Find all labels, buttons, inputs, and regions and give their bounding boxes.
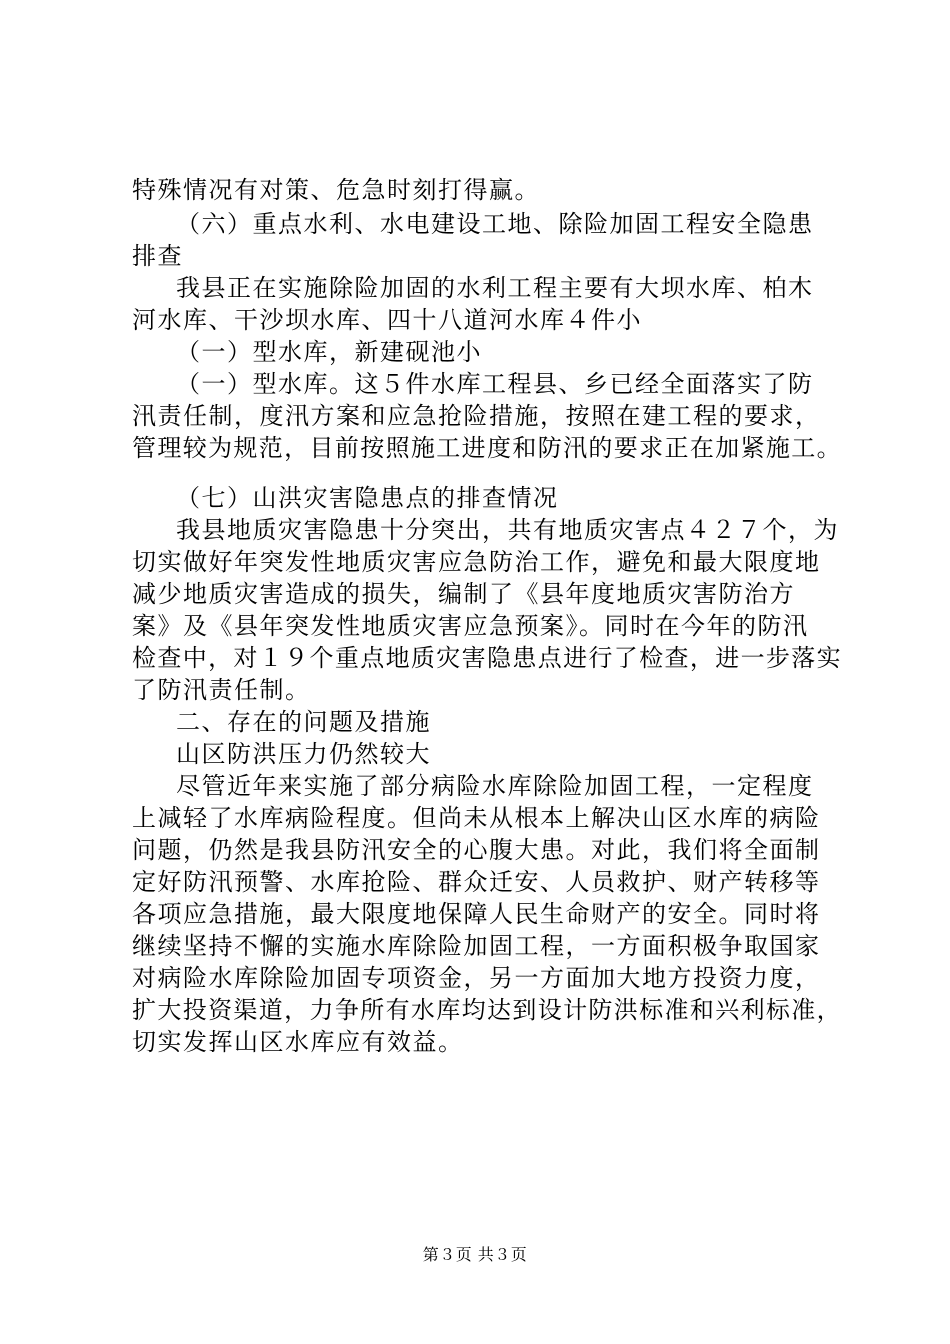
text-line: 管理较为规范，目前按照施工进度和防汛的要求正在加紧施工。 xyxy=(132,434,842,462)
text-line: 特殊情况有对策、危急时刻打得赢。 xyxy=(132,176,540,204)
text-line: 切实发挥山区水库应有效益。 xyxy=(132,1028,464,1056)
text-line: 尽管近年来实施了部分病险水库除险加固工程，一定程度 xyxy=(176,772,814,800)
text-line: 扩大投资渠道，力争所有水库均达到设计防洪标准和兴利标准， xyxy=(132,996,842,1024)
section-heading: （七）山洪灾害隐患点的排查情况 xyxy=(176,484,559,512)
text-line: 我县正在实施除险加固的水利工程主要有大坝水库、柏木 xyxy=(176,274,814,302)
text-line: 了防汛责任制。 xyxy=(132,676,311,704)
text-line: 继续坚持不懈的实施水库除险加固工程，一方面积极争取国家 xyxy=(132,932,821,960)
text-line: 排查 xyxy=(132,242,183,270)
text-line: 检查中，对１９个重点地质灾害隐患点进行了检查，进一步落实 xyxy=(132,644,842,672)
text-line: 案》及《县年突发性地质灾害应急预案》。同时在今年的防汛 xyxy=(132,612,809,640)
text-line: 各项应急措施，最大限度地保障人民生命财产的安全。同时将 xyxy=(132,900,821,928)
text-line: 河水库、干沙坝水库、四十八道河水库４件小 xyxy=(132,306,642,334)
text-line: 问题，仍然是我县防汛安全的心腹大患。对此，我们将全面制 xyxy=(132,836,821,864)
text-line: 对病险水库除险加固专项资金，另一方面加大地方投资力度， xyxy=(132,964,821,992)
text-line: 定好防汛预警、水库抢险、群众迁安、人员救护、财产转移等 xyxy=(132,868,821,896)
text-line: 汛责任制，度汛方案和应急抢险措施，按照在建工程的要求， xyxy=(132,402,821,430)
section-heading: 二、存在的问题及措施 xyxy=(176,708,431,736)
text-line: 我县地质灾害隐患十分突出，共有地质灾害点４２７个，为 xyxy=(176,516,839,544)
page-number-footer: 第３页 共３页 xyxy=(422,1245,528,1264)
text-line: （一）型水库。这５件水库工程县、乡已经全面落实了防 xyxy=(176,370,814,398)
text-line: 切实做好年突发性地质灾害应急防治工作，避免和最大限度地 xyxy=(132,548,821,576)
section-heading: （六）重点水利、水电建设工地、除险加固工程安全隐患 xyxy=(176,210,814,238)
text-line: 上减轻了水库病险程度。但尚未从根本上解决山区水库的病险 xyxy=(132,804,821,832)
subsection-heading: 山区防洪压力仍然较大 xyxy=(176,740,431,768)
text-line: （一）型水库，新建砚池小 xyxy=(176,338,482,366)
text-line: 减少地质灾害造成的损失，编制了《县年度地质灾害防治方 xyxy=(132,580,795,608)
